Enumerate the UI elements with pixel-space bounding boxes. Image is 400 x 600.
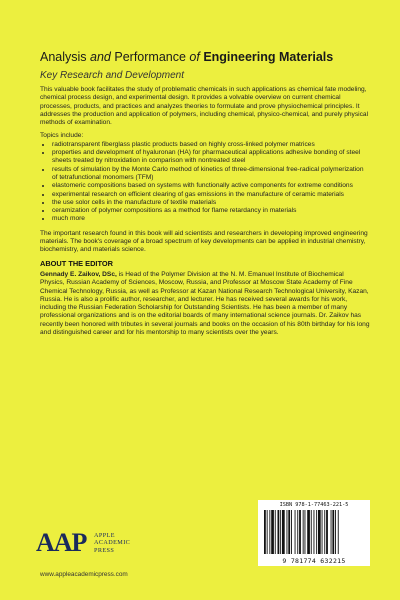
list-item: • results of simulation by the Monte Carlo method of kinetics of three-dimensional free-radical polymerization of tetrafunctional monomers (TFM) [52,166,370,183]
editor-paragraph [40,271,370,337]
publisher-name [94,532,130,554]
isbn-text: ISBN 978-1-77463-221-5 [279,502,349,508]
list-item: • elastomeric compositions based on systems with functionally active components for extreme conditions [52,182,370,190]
list-item: • properties and development of hyaluronan (HA) for pharmaceutical applications adhesive bonding of steel sheets treated by nitroxidation in comparison with nontreated steel [52,149,370,166]
closing-paragraph: The important research found in this book will aid scientists and researchers in developing improved engineering materials. The book's coverage of a broad spectrum of key developments can be applied in industrial chemistry, biochemistry, and materials science. [40,229,368,254]
publisher-website[interactable]: www.appleacademicpress.com [40,571,128,578]
description [40,86,370,342]
publisher-mark: AAP [36,528,87,557]
book-subtitle: Key Research and Development [40,70,184,81]
title-part: Analysis [40,50,91,64]
editor-name: Gennady E. Zaikov, DSc, [40,270,117,278]
isbn-barcode [258,500,370,566]
list-item: • ceramization of polymer compositions as a method for flame retardancy in materials [52,207,370,215]
topics-label: Topics include: [40,132,84,140]
editor-bio: is Head of the Polymer Division at the N. M. Emanuel Institute of Biochemical Physics, Russian Academy of Sciences, Moscow, Russia, and Professor at Moscow State Academy of Fine Chemical Technology, Russia, as well as Professor at Kazan National Research Technological University, Kazan, Russia. He is also a prolific author, researcher, and lecturer. He has received several awards for his work, including the Russian Federation Scholarship for Outstanding Scientists. He has been a member of many professional organizations and is on the editorial boards of many international science journals. Dr. Zaikov has recently been honored with tributes in several journals and books on the occasion of his 80th birthday for his long and distinguished career and for his mentorship to many scientists over the years. [40,270,370,337]
publisher-name-line: ACADEMIC [94,539,131,547]
title-part: of [189,50,200,64]
barcode-bars [264,510,364,554]
list-item: • the use solor cells in the manufacture of textile materials [52,199,370,207]
barcode-digits: 9 781774 632215 [282,557,346,565]
title-part: Performance [110,50,190,64]
list-item: • experimental research on efficient clearing of gas emissions in the manufacture of ceramic materials [52,191,370,199]
topics-list [40,141,370,224]
list-item: • radiotransparent fiberglass plastic products based on highly cross-linked polymer matrices [52,141,370,149]
intro-paragraph: This valuable book facilitates the study of problematic chemicals in such applications as chemical fate modeling, chemical process design, and experimental design. It provides a volvable overview on current chemical processes, products, and practices and analyzes theories to formulate and prove physiochemical principles. It addresses the production and application of polymers, including chemical, physico-chemical, and purely physical methods of examination. [40,86,369,127]
publisher-logo [36,528,196,564]
publisher-name-line: PRESS [94,546,115,554]
title-part: Engineering Materials [199,50,334,64]
editor-heading: ABOUT THE EDITOR [40,258,113,268]
list-item: • much more [52,215,370,223]
title-part: and [90,50,111,64]
publisher-name-line: APPLE [94,532,115,539]
title-block [40,50,370,81]
book-title [40,50,370,65]
